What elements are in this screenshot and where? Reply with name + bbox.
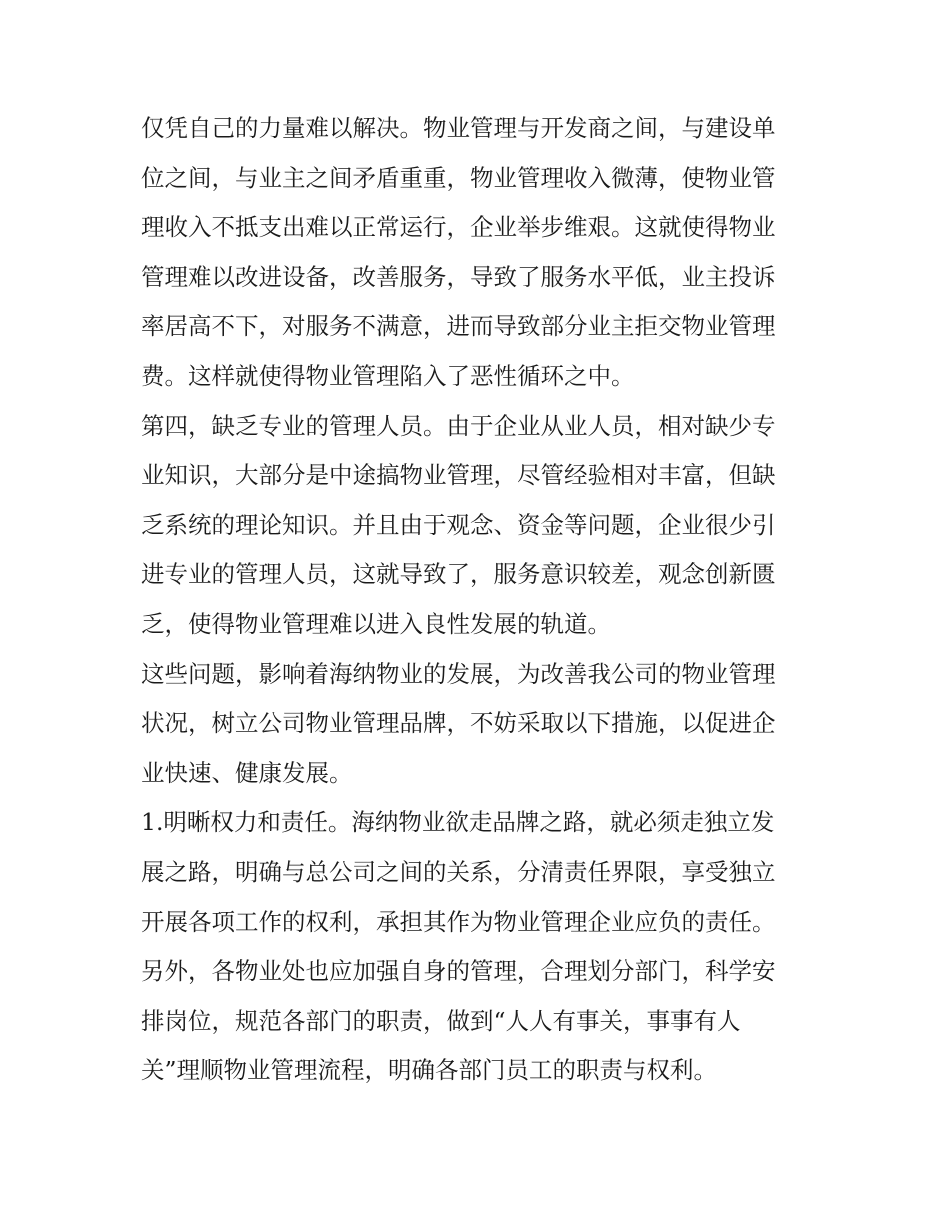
text-line: 位之间，与业主之间矛盾重重，物业管理收入微薄，使物业管: [141, 163, 776, 192]
text-line: 乏系统的理论知识。并且由于观念、资金等问题，企业很少引: [141, 510, 776, 539]
paragraph-1: [141, 104, 817, 402]
paragraph-2: [141, 402, 817, 650]
text-line: 开展各项工作的权利，承担其作为物业管理企业应负的责任。: [141, 907, 776, 936]
document-body: [141, 104, 817, 1096]
text-line: 理收入不抵支出难以正常运行，企业举步维艰。这就使得物业: [141, 213, 776, 242]
text-line: 关”理顺物业管理流程，明确各部门员工的职责与权利。: [141, 1056, 718, 1085]
text-line: 展之路，明确与总公司之间的关系，分清责任界限，享受独立: [141, 857, 776, 886]
text-line: 业知识，大部分是中途搞物业管理，尽管经验相对丰富，但缺: [141, 461, 776, 490]
text-line: 另外，各物业处也应加强自身的管理，合理划分部门，科学安: [141, 957, 776, 986]
text-line: 这些问题，影响着海纳物业的发展，为改善我公司的物业管理: [141, 659, 776, 688]
text-line: 进专业的管理人员，这就导致了，服务意识较差，观念创新匮: [141, 560, 776, 589]
text-line: 乏，使得物业管理难以进入良性发展的轨道。: [141, 609, 611, 638]
text-line: 排岗位，规范各部门的职责，做到“人人有事关，事事有人: [141, 1006, 741, 1035]
text-line: 率居高不下，对服务不满意，进而导致部分业主拒交物业管理: [141, 312, 776, 341]
text-line: 费。这样就使得物业管理陷入了恶性循环之中。: [141, 361, 635, 390]
text-line: 状况，树立公司物业管理品牌，不妨采取以下措施，以促进企: [141, 709, 776, 738]
text-line: 仅凭自己的力量难以解决。物业管理与开发商之间，与建设单: [141, 114, 776, 142]
text-line: 管理难以改进设备，改善服务，导致了服务水平低，业主投诉: [141, 262, 776, 291]
paragraph-4: [141, 798, 817, 1096]
text-line: 第四，缺乏专业的管理人员。由于企业从业人员，相对缺少专: [141, 411, 776, 440]
text-line: 业快速、健康发展。: [141, 758, 353, 787]
paragraph-3: [141, 650, 817, 799]
text-line: 1.明晰权力和责任。海纳物业欲走品牌之路，就必须走独立发: [141, 808, 775, 837]
